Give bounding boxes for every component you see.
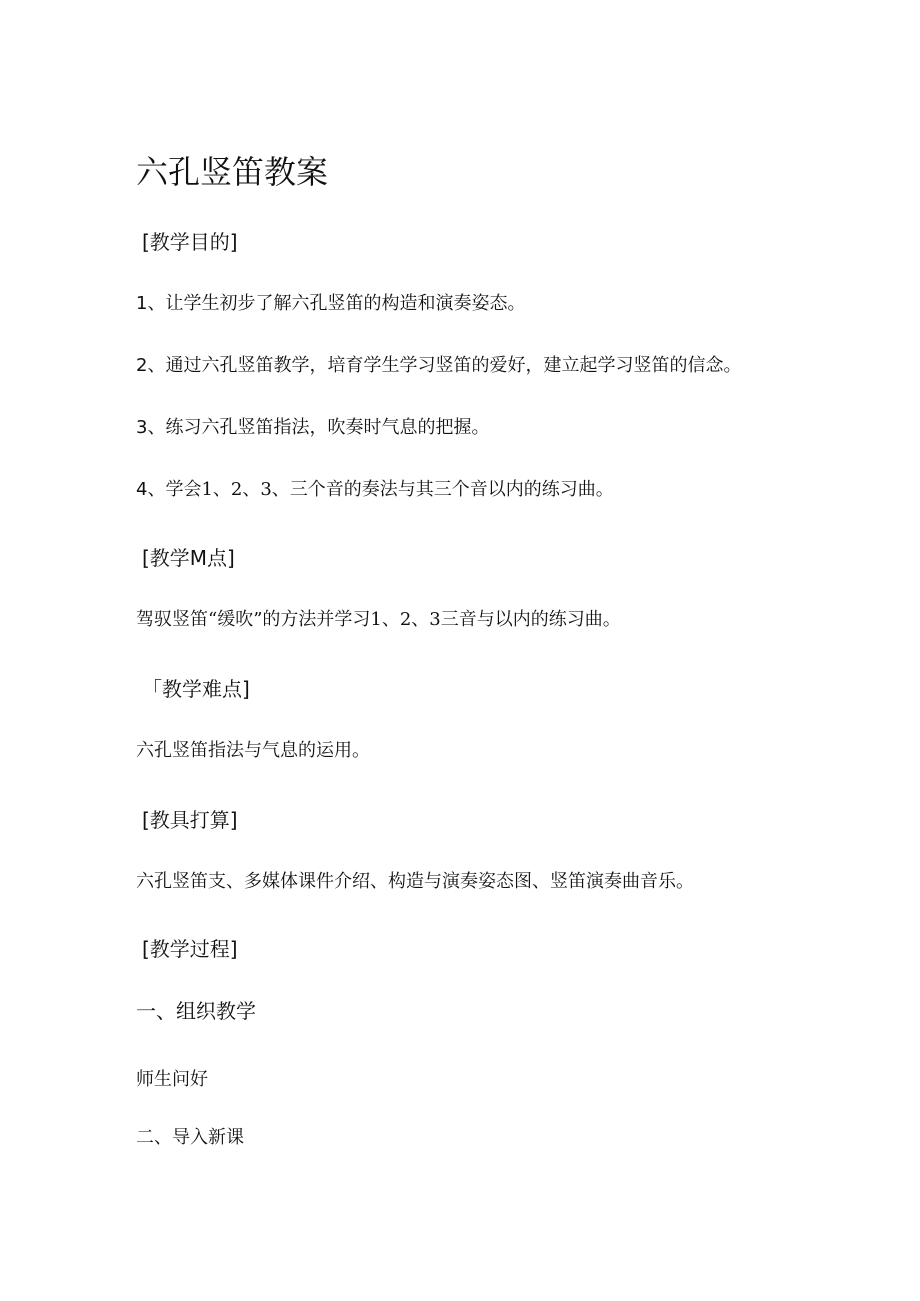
objective-number: 1 bbox=[136, 293, 148, 314]
objective-text: 、练习六孔竖笛指法，吹奏时气息的把握。 bbox=[147, 417, 490, 438]
objective-text: 、通过六孔竖笛教学，培育学生学习竖笛的爱好，建立起学习竖笛的信念。 bbox=[147, 355, 742, 376]
materials-heading: [教具打算] bbox=[142, 808, 238, 832]
key-points-heading: [教学M点] bbox=[142, 546, 235, 570]
materials-text: 六孔竖笛支、多媒体课件介绍、构造与演奏姿态图、竖笛演奏曲音乐。 bbox=[136, 871, 694, 892]
process-heading: [教学过程] bbox=[142, 937, 238, 961]
objective-text: 、学会1、2、3、三个音的奏法与其三个音以内的练习曲。 bbox=[147, 479, 614, 500]
difficulties-heading: 「教学难点] bbox=[142, 677, 250, 701]
key-points-text: 驾驭竖笛“缓吹”的方法并学习1、2、3三音与以内的练习曲。 bbox=[136, 609, 621, 630]
objective-item-2 bbox=[136, 357, 741, 375]
objective-item-1 bbox=[136, 295, 525, 313]
objective-item-4 bbox=[136, 481, 614, 499]
difficulties-text: 六孔竖笛指法与气息的运用。 bbox=[136, 740, 370, 761]
document-title: 六孔竖笛教案 bbox=[136, 153, 329, 191]
objective-number: 4 bbox=[136, 479, 148, 500]
objective-number: 3 bbox=[136, 417, 148, 438]
step-two-heading: 二、导入新课 bbox=[136, 1127, 244, 1148]
objectives-heading: [教学目的] bbox=[142, 230, 238, 254]
objective-item-3 bbox=[136, 419, 489, 437]
objective-text: 、让学生初步了解六孔竖笛的构造和演奏姿态。 bbox=[147, 293, 526, 314]
step-one-text: 师生问好 bbox=[136, 1069, 208, 1090]
objective-number: 2 bbox=[136, 355, 148, 376]
step-one-heading: 一、组织教学 bbox=[136, 999, 256, 1023]
